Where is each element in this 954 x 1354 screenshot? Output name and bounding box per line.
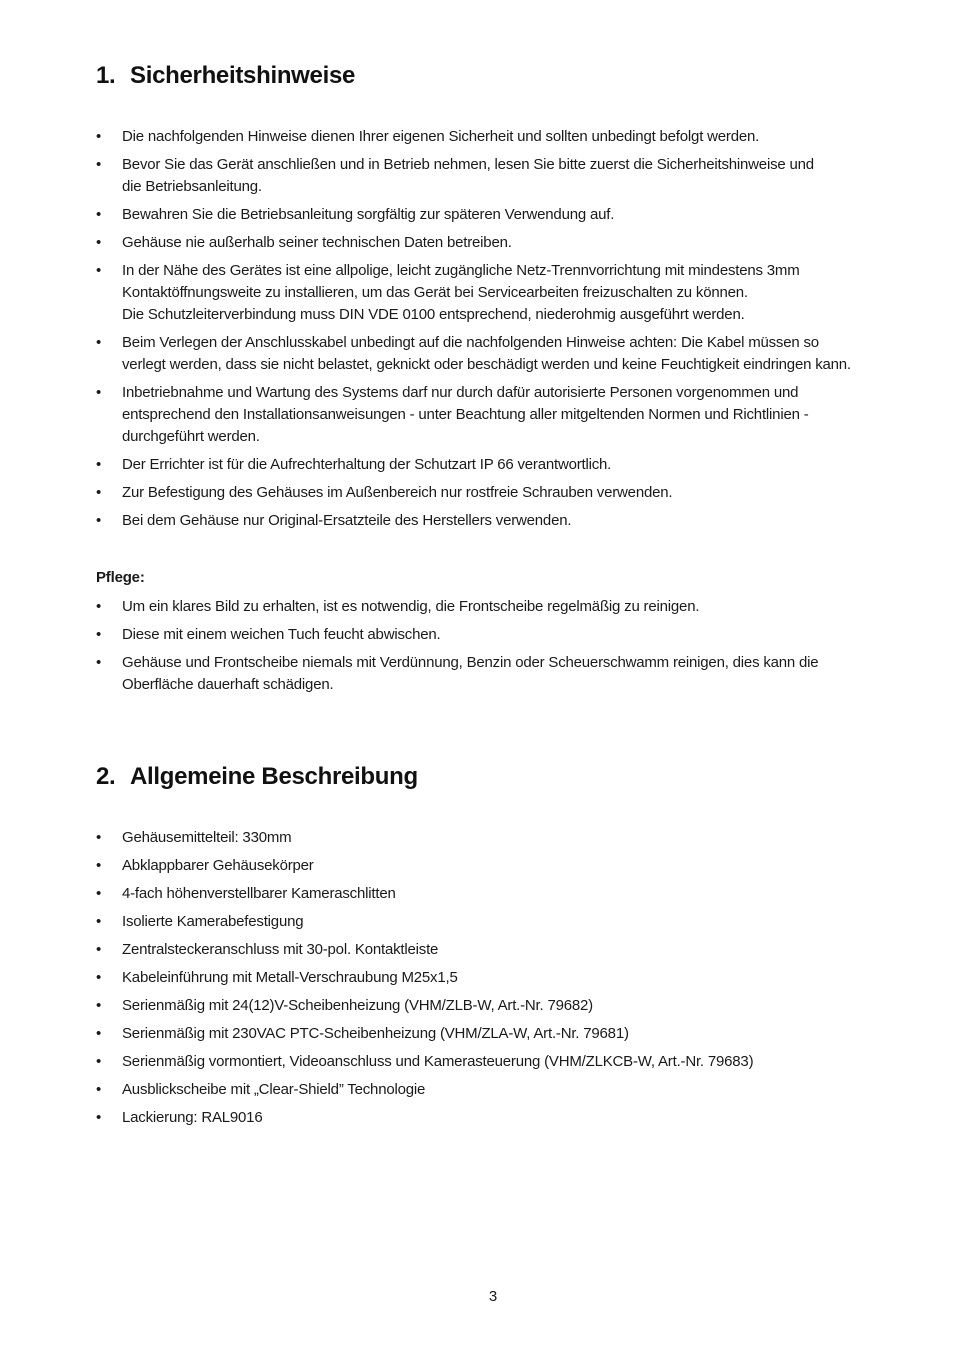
list-item (96, 332, 896, 376)
bullet-icon: • (96, 941, 102, 958)
list-item (96, 510, 896, 532)
bullet-icon: • (96, 1081, 102, 1098)
list-item-text: Serienmäßig vormontiert, Videoanschluss und Kamerasteuerung (VHM/ZLKCB-W, Art.-Nr. 79683) (122, 1053, 754, 1070)
list-item (96, 1107, 896, 1129)
bullet-icon: • (96, 456, 102, 473)
list-item-text: Inbetriebnahme und Wartung des Systems darf nur durch dafür autorisierte Personen vorgenommen und (122, 384, 799, 401)
list-item-text: Um ein klares Bild zu erhalten, ist es notwendig, die Frontscheibe regelmäßig zu reinigen. (122, 598, 700, 615)
list-item-text: Diese mit einem weichen Tuch feucht abwischen. (122, 626, 441, 643)
section-2-title: Allgemeine Beschreibung (130, 763, 418, 790)
bullet-icon: • (96, 913, 102, 930)
list-item-text: Der Errichter ist für die Aufrechterhaltung der Schutzart IP 66 verantwortlich. (122, 456, 612, 473)
page-number: 3 (488, 1288, 498, 1305)
list-item-text: Kontaktöffnungsweite zu installieren, um das Gerät bei Servicearbeiten freizuschalten zu können. (122, 284, 748, 301)
list-item (96, 232, 896, 254)
list-item (96, 855, 896, 877)
safety-notes-list (96, 126, 896, 538)
list-item (96, 596, 896, 618)
list-item (96, 126, 896, 148)
list-item (96, 967, 896, 989)
bullet-icon: • (96, 234, 102, 251)
care-notes-list (96, 596, 896, 702)
section-2-heading (96, 763, 418, 791)
bullet-icon: • (96, 829, 102, 846)
list-item (96, 883, 896, 905)
list-item-text: Gehäuse nie außerhalb seiner technischen Daten betreiben. (122, 234, 512, 251)
list-item-text: Abklappbarer Gehäusekörper (122, 857, 314, 874)
bullet-icon: • (96, 1053, 102, 1070)
bullet-icon: • (96, 156, 102, 173)
list-item (96, 939, 896, 961)
bullet-icon: • (96, 997, 102, 1014)
list-item-text: Lackierung: RAL9016 (122, 1109, 263, 1126)
list-item (96, 624, 896, 646)
list-item-text: Serienmäßig mit 24(12)V-Scheibenheizung (VHM/ZLB-W, Art.-Nr. 79682) (122, 997, 593, 1014)
list-item (96, 260, 896, 326)
list-item-text: Serienmäßig mit 230VAC PTC-Scheibenheizung (VHM/ZLA-W, Art.-Nr. 79681) (122, 1025, 629, 1042)
list-item (96, 154, 896, 198)
list-item-text: entsprechend den Installationsanweisungen - unter Beachtung aller mitgeltenden Normen und Richtlinien - (122, 406, 809, 423)
bullet-icon: • (96, 598, 102, 615)
bullet-icon: • (96, 484, 102, 501)
bullet-icon: • (96, 128, 102, 145)
list-item (96, 1079, 896, 1101)
section-1-title: Sicherheitshinweise (130, 62, 356, 89)
list-item-text: die Betriebsanleitung. (122, 178, 262, 195)
list-item-text: Isolierte Kamerabefestigung (122, 913, 304, 930)
bullet-icon: • (96, 512, 102, 529)
list-item (96, 1051, 896, 1073)
list-item-text: Zur Befestigung des Gehäuses im Außenbereich nur rostfreie Schrauben verwenden. (122, 484, 673, 501)
list-item (96, 827, 896, 849)
bullet-icon: • (96, 1109, 102, 1126)
bullet-icon: • (96, 969, 102, 986)
list-item-text: Gehäusemittelteil: 330mm (122, 829, 292, 846)
section-1-number: 1. (96, 62, 116, 89)
care-heading: Pflege: (96, 569, 145, 586)
list-item-text: Gehäuse und Frontscheibe niemals mit Verdünnung, Benzin oder Scheuerschwamm reinigen, dies kann die (122, 654, 819, 671)
bullet-icon: • (96, 384, 102, 401)
list-item-text: Die nachfolgenden Hinweise dienen Ihrer eigenen Sicherheit und sollten unbedingt befolgt werden. (122, 128, 760, 145)
list-item (96, 995, 896, 1017)
list-item (96, 1023, 896, 1045)
list-item-text: Die Schutzleiterverbindung muss DIN VDE 0100 entsprechend, niederohmig ausgeführt werden. (122, 306, 745, 323)
list-item (96, 454, 896, 476)
list-item-text: Bewahren Sie die Betriebsanleitung sorgfältig zur späteren Verwendung auf. (122, 206, 615, 223)
bullet-icon: • (96, 334, 102, 351)
bullet-icon: • (96, 262, 102, 279)
bullet-icon: • (96, 885, 102, 902)
list-item (96, 482, 896, 504)
bullet-icon: • (96, 654, 102, 671)
list-item (96, 911, 896, 933)
list-item-text: verlegt werden, dass sie nicht belastet, geknickt oder beschädigt werden und keine Feuchtigkeit eindringen kann. (122, 356, 851, 373)
list-item-text: Kabeleinführung mit Metall-Verschraubung M25x1,5 (122, 969, 458, 986)
list-item-text: Zentralsteckeranschluss mit 30-pol. Kontaktleiste (122, 941, 439, 958)
section-1-heading (96, 62, 355, 90)
list-item-text: Bei dem Gehäuse nur Original-Ersatzteile des Herstellers verwenden. (122, 512, 572, 529)
features-list (96, 827, 896, 1135)
section-2-number: 2. (96, 763, 116, 790)
list-item-text: Bevor Sie das Gerät anschließen und in Betrieb nehmen, lesen Sie bitte zuerst die Sicherheitshinweise und (122, 156, 814, 173)
bullet-icon: • (96, 626, 102, 643)
list-item (96, 652, 896, 696)
list-item-text: Ausblickscheibe mit „Clear-Shield” Technologie (122, 1081, 426, 1098)
list-item-text: Beim Verlegen der Anschlusskabel unbedingt auf die nachfolgenden Hinweise achten: Die Kabel müssen so (122, 334, 819, 351)
list-item (96, 204, 896, 226)
list-item (96, 382, 896, 448)
list-item-text: 4-fach höhenverstellbarer Kameraschlitten (122, 885, 396, 902)
bullet-icon: • (96, 857, 102, 874)
list-item-text: Oberfläche dauerhaft schädigen. (122, 676, 334, 693)
list-item-text: durchgeführt werden. (122, 428, 260, 445)
bullet-icon: • (96, 1025, 102, 1042)
bullet-icon: • (96, 206, 102, 223)
list-item-text: In der Nähe des Gerätes ist eine allpolige, leicht zugängliche Netz-Trennvorrichtung mit mindestens 3mm (122, 262, 800, 279)
